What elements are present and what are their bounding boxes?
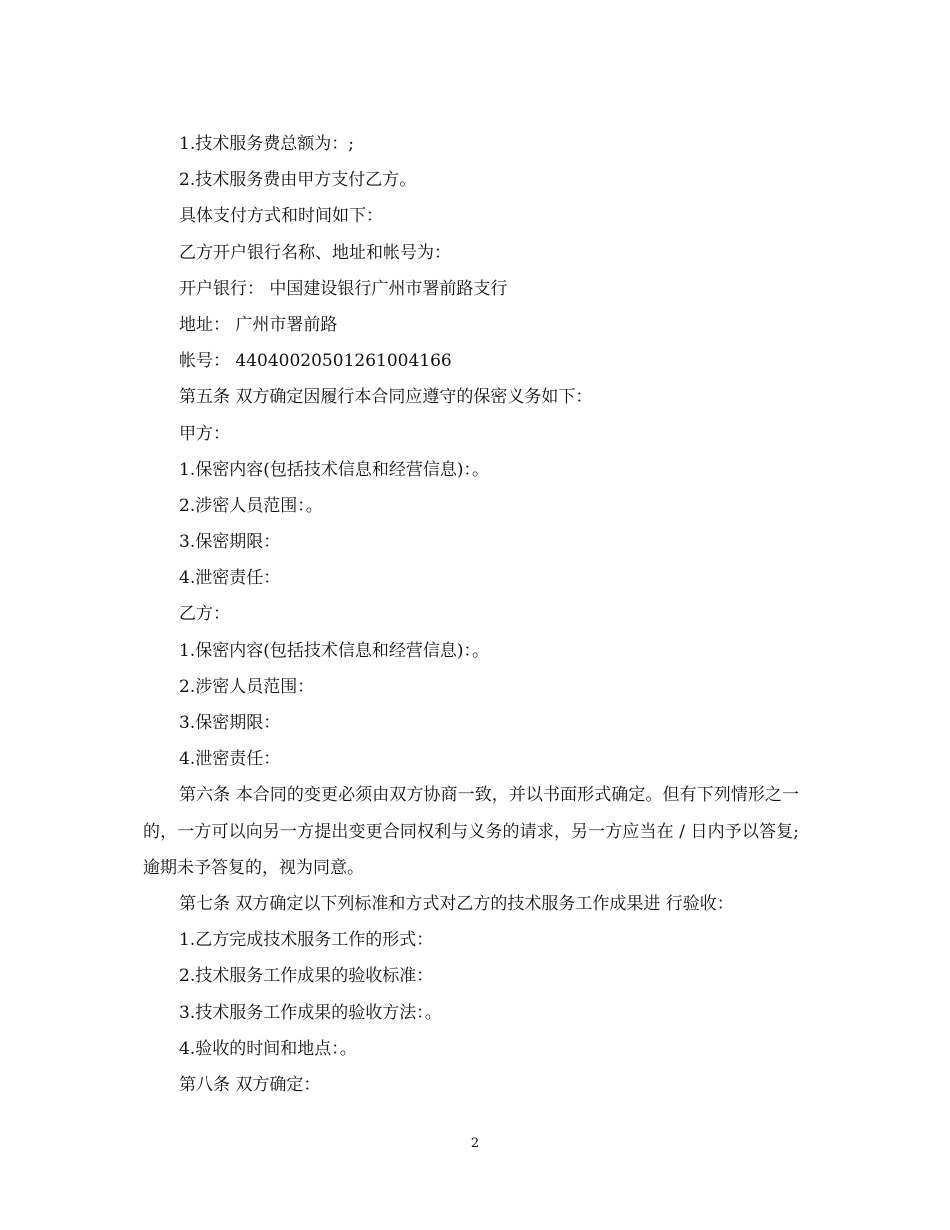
text-line: 甲方： [179,423,230,444]
text-line: 具体支付方式和时间如下： [179,206,383,227]
text-line: 第八条 双方确定： [179,1074,321,1095]
paragraph: 第六条 本合同的变更必须由双方协商一致，并以书面形式确定。但有下列情形之一的，一方可以向另一方提出变更合同权利与义务的请求，另一方应当在 / 日内予以答复;逾期未予答复的，视为同意。 [143,785,799,878]
text-line: 1.保密内容(包括技术信息和经营信息)：。 [179,640,489,661]
text-line: 4.泄密责任： [179,749,281,770]
text-line: 第七条 双方确定以下列标准和方式对乙方的技术服务工作成果进 行验收： [179,893,734,914]
page-number: 2 [470,1136,480,1151]
text-line: 3.技术服务工作成果的验收方法：。 [179,1002,442,1023]
text-line: 乙方开户银行名称、地址和帐号为： [179,242,451,263]
text-line: 2.涉密人员范围：。 [179,495,323,516]
document-body [143,126,807,1103]
text-line: 1.技术服务费总额为：; [179,134,354,154]
text-line: 4.泄密责任： [179,568,281,589]
text-line: 1.乙方完成技术服务工作的形式： [179,930,434,951]
text-line: 3.保密期限： [179,532,281,553]
text-line: 帐号： 44040020501261004166 [179,351,452,372]
text-line: 1.保密内容(包括技术信息和经营信息)：。 [179,459,489,480]
text-line: 地址： 广州市署前路 [179,314,338,335]
text-line: 3.保密期限： [179,713,281,733]
text-line: 第五条 双方确定因履行本合同应遵守的保密义务如下： [179,387,593,408]
text-line: 4.验收的时间和地点：。 [179,1038,357,1059]
text-line: 开户银行： 中国建设银行广州市署前路支行 [179,278,508,299]
text-line: 2.技术服务工作成果的验收标准： [179,966,434,987]
text-line: 乙方： [179,604,230,625]
text-line: 2.涉密人员范围： [179,676,315,697]
text-line: 2.技术服务费由甲方支付乙方。 [179,170,417,191]
